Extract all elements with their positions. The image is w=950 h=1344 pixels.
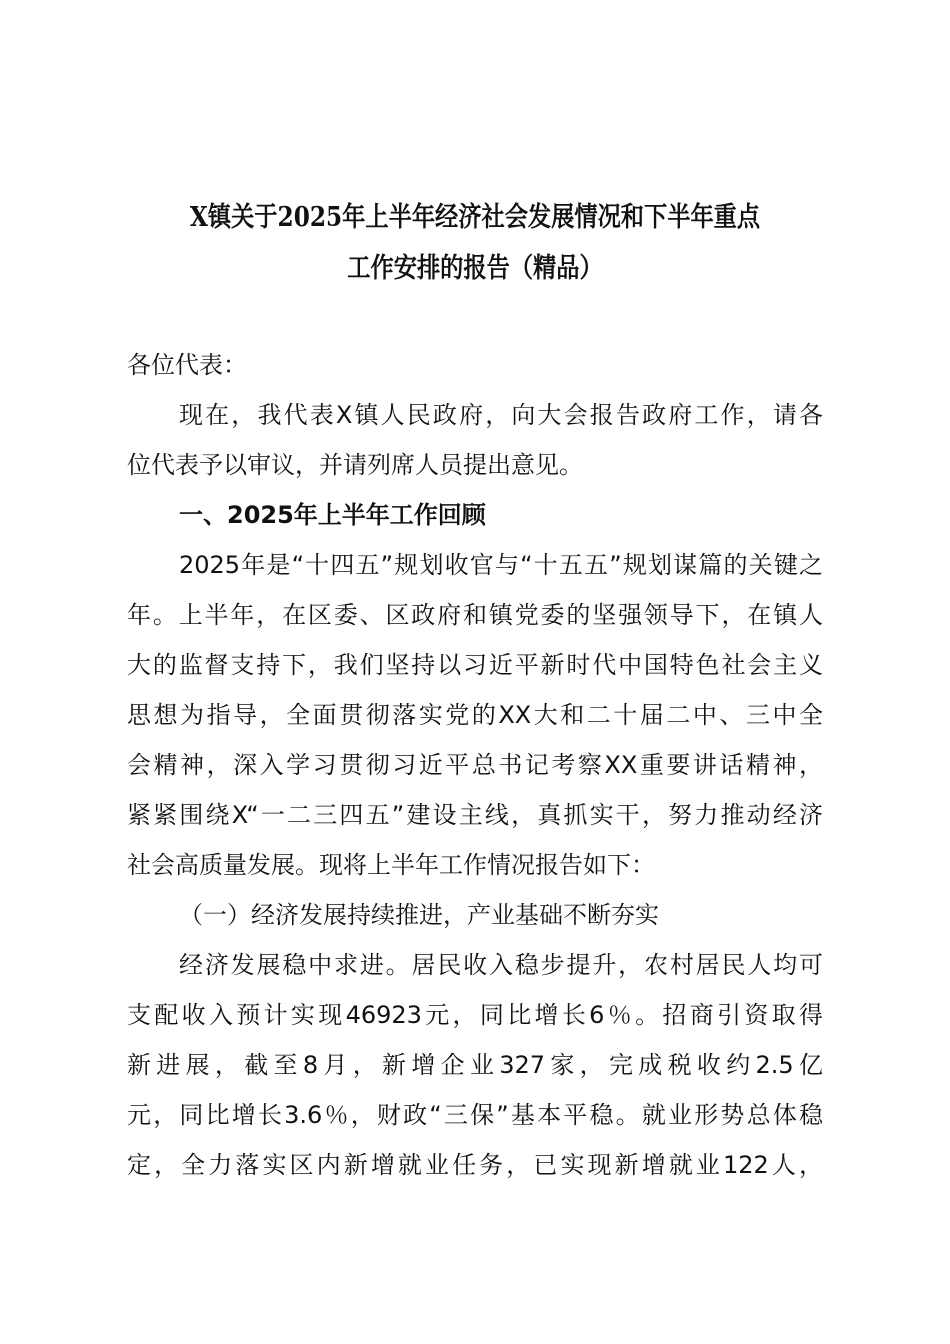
document-body xyxy=(127,340,823,1190)
paragraph-line: 思想为指导，全面贯彻落实党的XX大和二十届二中、三中全 xyxy=(127,701,823,729)
subsection-heading: （一）经济发展持续推进，产业基础不断夯实 xyxy=(179,901,659,929)
document-title xyxy=(153,192,798,294)
paragraph-line: 大的监督支持下，我们坚持以习近平新时代中国特色社会主义 xyxy=(127,651,823,679)
paragraph-line: 社会高质量发展。现将上半年工作情况报告如下： xyxy=(127,851,655,879)
paragraph-line: 2025年是“十四五”规划收官与“十五五”规划谋篇的关键之 xyxy=(179,551,823,579)
paragraph-line: 年。上半年，在区委、区政府和镇党委的坚强领导下，在镇人 xyxy=(127,601,823,629)
salutation: 各位代表： xyxy=(127,351,247,379)
section-heading: 一、2025年上半年工作回顾 xyxy=(179,501,486,529)
paragraph-line: 元，同比增长3.6％，财政“三保”基本平稳。就业形势总体稳 xyxy=(127,1101,823,1129)
paragraph-line: 支配收入预计实现46923元，同比增长6％。招商引资取得 xyxy=(127,1001,823,1029)
paragraph-line: 新进展，截至8月，新增企业327家，完成税收约2.5亿 xyxy=(127,1051,823,1079)
title-line: X镇关于2025年上半年经济社会发展情况和下半年重点 xyxy=(189,202,761,233)
paragraph-line: 经济发展稳中求进。居民收入稳步提升，农村居民人均可 xyxy=(179,951,823,979)
paragraph-line: 会精神，深入学习贯彻习近平总书记考察XX重要讲话精神， xyxy=(127,751,823,779)
title-line: 工作安排的报告（精品） xyxy=(347,253,603,284)
paragraph-line: 紧紧围绕X“一二三四五”建设主线，真抓实干，努力推动经济 xyxy=(127,801,823,829)
paragraph-line: 定，全力落实区内新增就业任务，已实现新增就业122人， xyxy=(127,1151,823,1179)
intro-line: 现在，我代表X镇人民政府，向大会报告政府工作，请各 xyxy=(179,401,823,429)
intro-line: 位代表予以审议，并请列席人员提出意见。 xyxy=(127,451,583,479)
